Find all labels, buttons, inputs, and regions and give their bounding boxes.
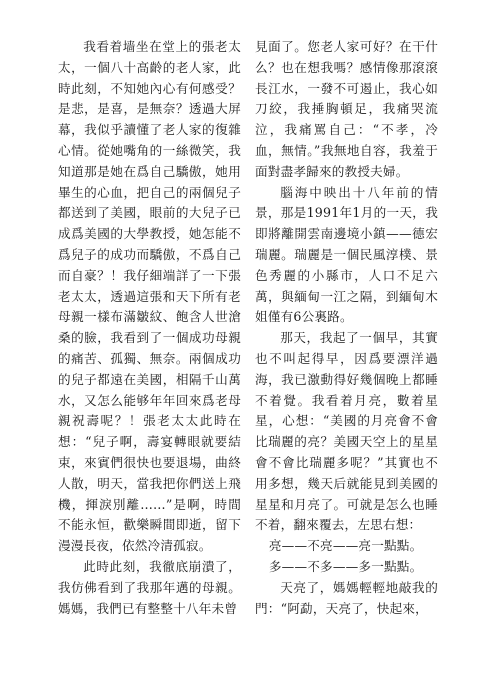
verse-line: 多——不多——多一點點。	[268, 558, 423, 574]
left-column	[58, 37, 241, 619]
paragraph: 那天，我起了一個早，其實也不叫起得早，因爲要漂洋過海，我已激動得好幾個晚上都睡不着覺。我看着月亮，數着星星，心想：“美國的月亮會不會比瑞麗的亮？美國天空上的星星會不會比瑞麗多呢？”其實也不用多想，幾天后就能見到美國的星星和月亮了。可就是怎么也睡不着，翻來覆去，左思右想：	[255, 330, 438, 533]
paragraph: 我看着墙坐在堂上的張老太太，一個八十高齡的老人家，此時此刻，不知她內心有何感受？是悲，是喜，是無奈？透過大屏幕，我似乎讀懂了老人家的復雜心情。從她嘴角的一絲微笑，我知道那是她在爲自己驕傲，她用畢生的心血，把自己的兩個兒子都送到了美國，眼前的大兒子已成爲美國的大學教授，她怎能不爲兒子的成功而驕傲，不爲自己而自豪？！我仔細端詳了一下張老太太，透過這張和天下所有老母親一樣布滿皺紋、飽含人世滄桑的臉，我看到了一個成功母親的痛苦、孤獨、無奈。兩個成功的兒子都遠在美國，相隔千山萬水，又怎么能够年年回來爲老母親祝壽呢？！張老太太此時在想：“兒子啊，壽宴轉眼就要結束，來賓們很快也要退場，曲終人散，明天，當我把你們送上飛機，揮淚別離……”是啊，時間不能永恒，歡樂瞬間即逝，留下漫漫長夜，依然冷清孤寂。	[58, 39, 241, 554]
paragraph-continued: 見面了。您老人家可好？在干什么？也在想我嗎？感情像那滾滾長江水，一發不可遏止，我心如刀絞，我捶胸頓足，我痛哭流泣，我痛罵自己：“不孝，冷血，無情。”我無地自容，我羞于面對盡孝歸來的教授夫婦。	[255, 39, 438, 179]
right-column	[255, 37, 438, 619]
paragraph: 天亮了，媽媽輕輕地敲我的門：“阿勐，天亮了，快起來，	[255, 579, 438, 616]
paragraph: 此時此刻，我徹底崩潰了，我仿佛看到了我那年邁的母親。媽媽，我們已有整整十八年未曾	[58, 558, 241, 616]
paragraph: 腦海中映出十八年前的情景，那是1991年1月的一天，我即將離開雲南邊境小鎮——德宏瑞麗。瑞麗是一個民風淳樸、景色秀麗的小縣市，人口不足六萬，與緬甸一江之隔，到緬甸木姐僅有6公裏路。	[255, 184, 438, 325]
verse-line: 亮——不亮——亮一點點。	[268, 538, 423, 554]
